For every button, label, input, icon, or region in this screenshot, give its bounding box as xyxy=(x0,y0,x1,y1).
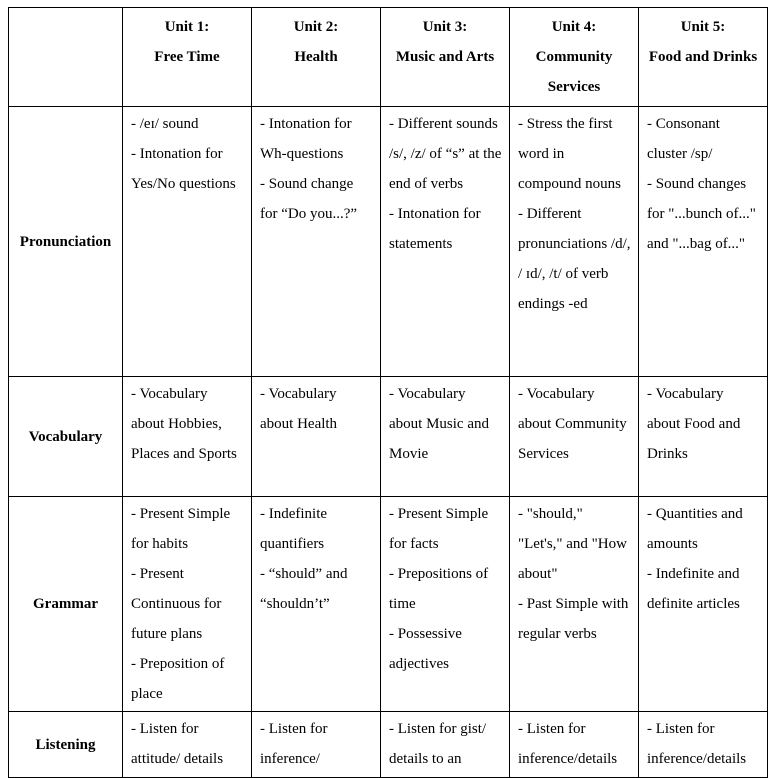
unit-label: Unit 4: xyxy=(551,19,597,35)
cell-item: - Present Simple for habits xyxy=(131,506,231,552)
cell-item: - Different sounds /s/, /z/ of “s” at the end of verbs xyxy=(389,116,502,192)
table-cell xyxy=(510,377,639,497)
table-cell xyxy=(381,497,510,712)
table-cell xyxy=(510,107,639,377)
table-cell xyxy=(123,377,252,497)
unit-name: Community Services xyxy=(535,49,613,95)
row-header: Vocabulary xyxy=(9,377,123,497)
cell-item: - "should," "Let's," and "How about" xyxy=(518,506,627,582)
cell-item: - Listen for inference/details xyxy=(518,721,618,767)
column-header-unit-2 xyxy=(252,8,381,107)
unit-label: Unit 5: xyxy=(680,19,726,35)
header-row xyxy=(9,8,768,107)
cell-item: - Vocabulary about Health xyxy=(260,386,338,432)
curriculum-table xyxy=(8,7,768,778)
table-cell xyxy=(123,497,252,712)
cell-item: - /eɪ/ sound xyxy=(131,116,199,132)
cell-item: - Preposition of place xyxy=(131,656,225,702)
table-body xyxy=(9,107,768,778)
unit-name: Food and Drinks xyxy=(648,49,758,65)
cell-item: - Intonation for Wh-questions xyxy=(260,116,352,162)
cell-item: - Past Simple with regular verbs xyxy=(518,596,629,642)
table-cell xyxy=(639,497,768,712)
unit-name: Free Time xyxy=(154,49,220,65)
column-header-unit-5 xyxy=(639,8,768,107)
cell-item: - “should” and “shouldn’t” xyxy=(260,566,348,612)
table-cell xyxy=(381,712,510,778)
cell-item: - Indefinite quantifiers xyxy=(260,506,328,552)
row-header: Listening xyxy=(9,712,123,778)
table-cell xyxy=(381,107,510,377)
cell-item: - Vocabulary about Community Services xyxy=(518,386,627,462)
table-cell xyxy=(639,107,768,377)
table-cell xyxy=(252,107,381,377)
row-header: Grammar xyxy=(9,497,123,712)
column-header-unit-3 xyxy=(381,8,510,107)
table-cell xyxy=(252,377,381,497)
table-cell xyxy=(252,497,381,712)
cell-item: - Vocabulary about Hobbies, Places and Sports xyxy=(131,386,237,462)
unit-label: Unit 1: xyxy=(164,19,210,35)
cell-item: - Possessive adjectives xyxy=(389,626,462,672)
cell-item: - Different pronunciations /d/, / ɪd/, /t/ of verb endings -ed xyxy=(518,206,631,312)
cell-item: - Listen for inference/ xyxy=(260,721,328,767)
cell-item: - Vocabulary about Music and Movie xyxy=(389,386,489,462)
table-cell xyxy=(381,377,510,497)
cell-item: - Indefinite and definite articles xyxy=(647,566,740,612)
table-row xyxy=(9,712,768,778)
table-row xyxy=(9,497,768,712)
cell-item: - Intonation for statements xyxy=(389,206,481,252)
cell-item: - Quantities and amounts xyxy=(647,506,743,552)
table-cell xyxy=(510,497,639,712)
cell-item: - Intonation for Yes/No questions xyxy=(131,146,236,192)
cell-item: - Stress the first word in compound nouns xyxy=(518,116,621,192)
cell-item: - Sound changes for "...bunch of..." and "...bag of..." xyxy=(647,176,756,252)
table-cell xyxy=(123,712,252,778)
table-cell xyxy=(639,377,768,497)
table-header xyxy=(9,8,768,107)
row-header: Pronunciation xyxy=(9,107,123,377)
table-row xyxy=(9,107,768,377)
table-cell xyxy=(510,712,639,778)
table-cell xyxy=(252,712,381,778)
cell-item: - Listen for inference/details xyxy=(647,721,747,767)
unit-name: Health xyxy=(294,49,338,65)
cell-item: - Present Simple for facts xyxy=(389,506,489,552)
unit-label: Unit 2: xyxy=(293,19,339,35)
column-header-unit-1 xyxy=(123,8,252,107)
cell-item: - Vocabulary about Food and Drinks xyxy=(647,386,741,462)
table-row xyxy=(9,377,768,497)
column-header-unit-4 xyxy=(510,8,639,107)
cell-item: - Sound change for “Do you...?” xyxy=(260,176,358,222)
cell-item: - Prepositions of time xyxy=(389,566,489,612)
table-cell xyxy=(123,107,252,377)
cell-item: - Present Continuous for future plans xyxy=(131,566,222,642)
cell-item: - Listen for gist/ details to an xyxy=(389,721,487,767)
table-cell xyxy=(639,712,768,778)
cell-item: - Consonant cluster /sp/ xyxy=(647,116,720,162)
cell-item: - Listen for attitude/ details xyxy=(131,721,224,767)
unit-label: Unit 3: xyxy=(422,19,468,35)
unit-name: Music and Arts xyxy=(395,49,495,65)
corner-cell xyxy=(9,8,123,107)
